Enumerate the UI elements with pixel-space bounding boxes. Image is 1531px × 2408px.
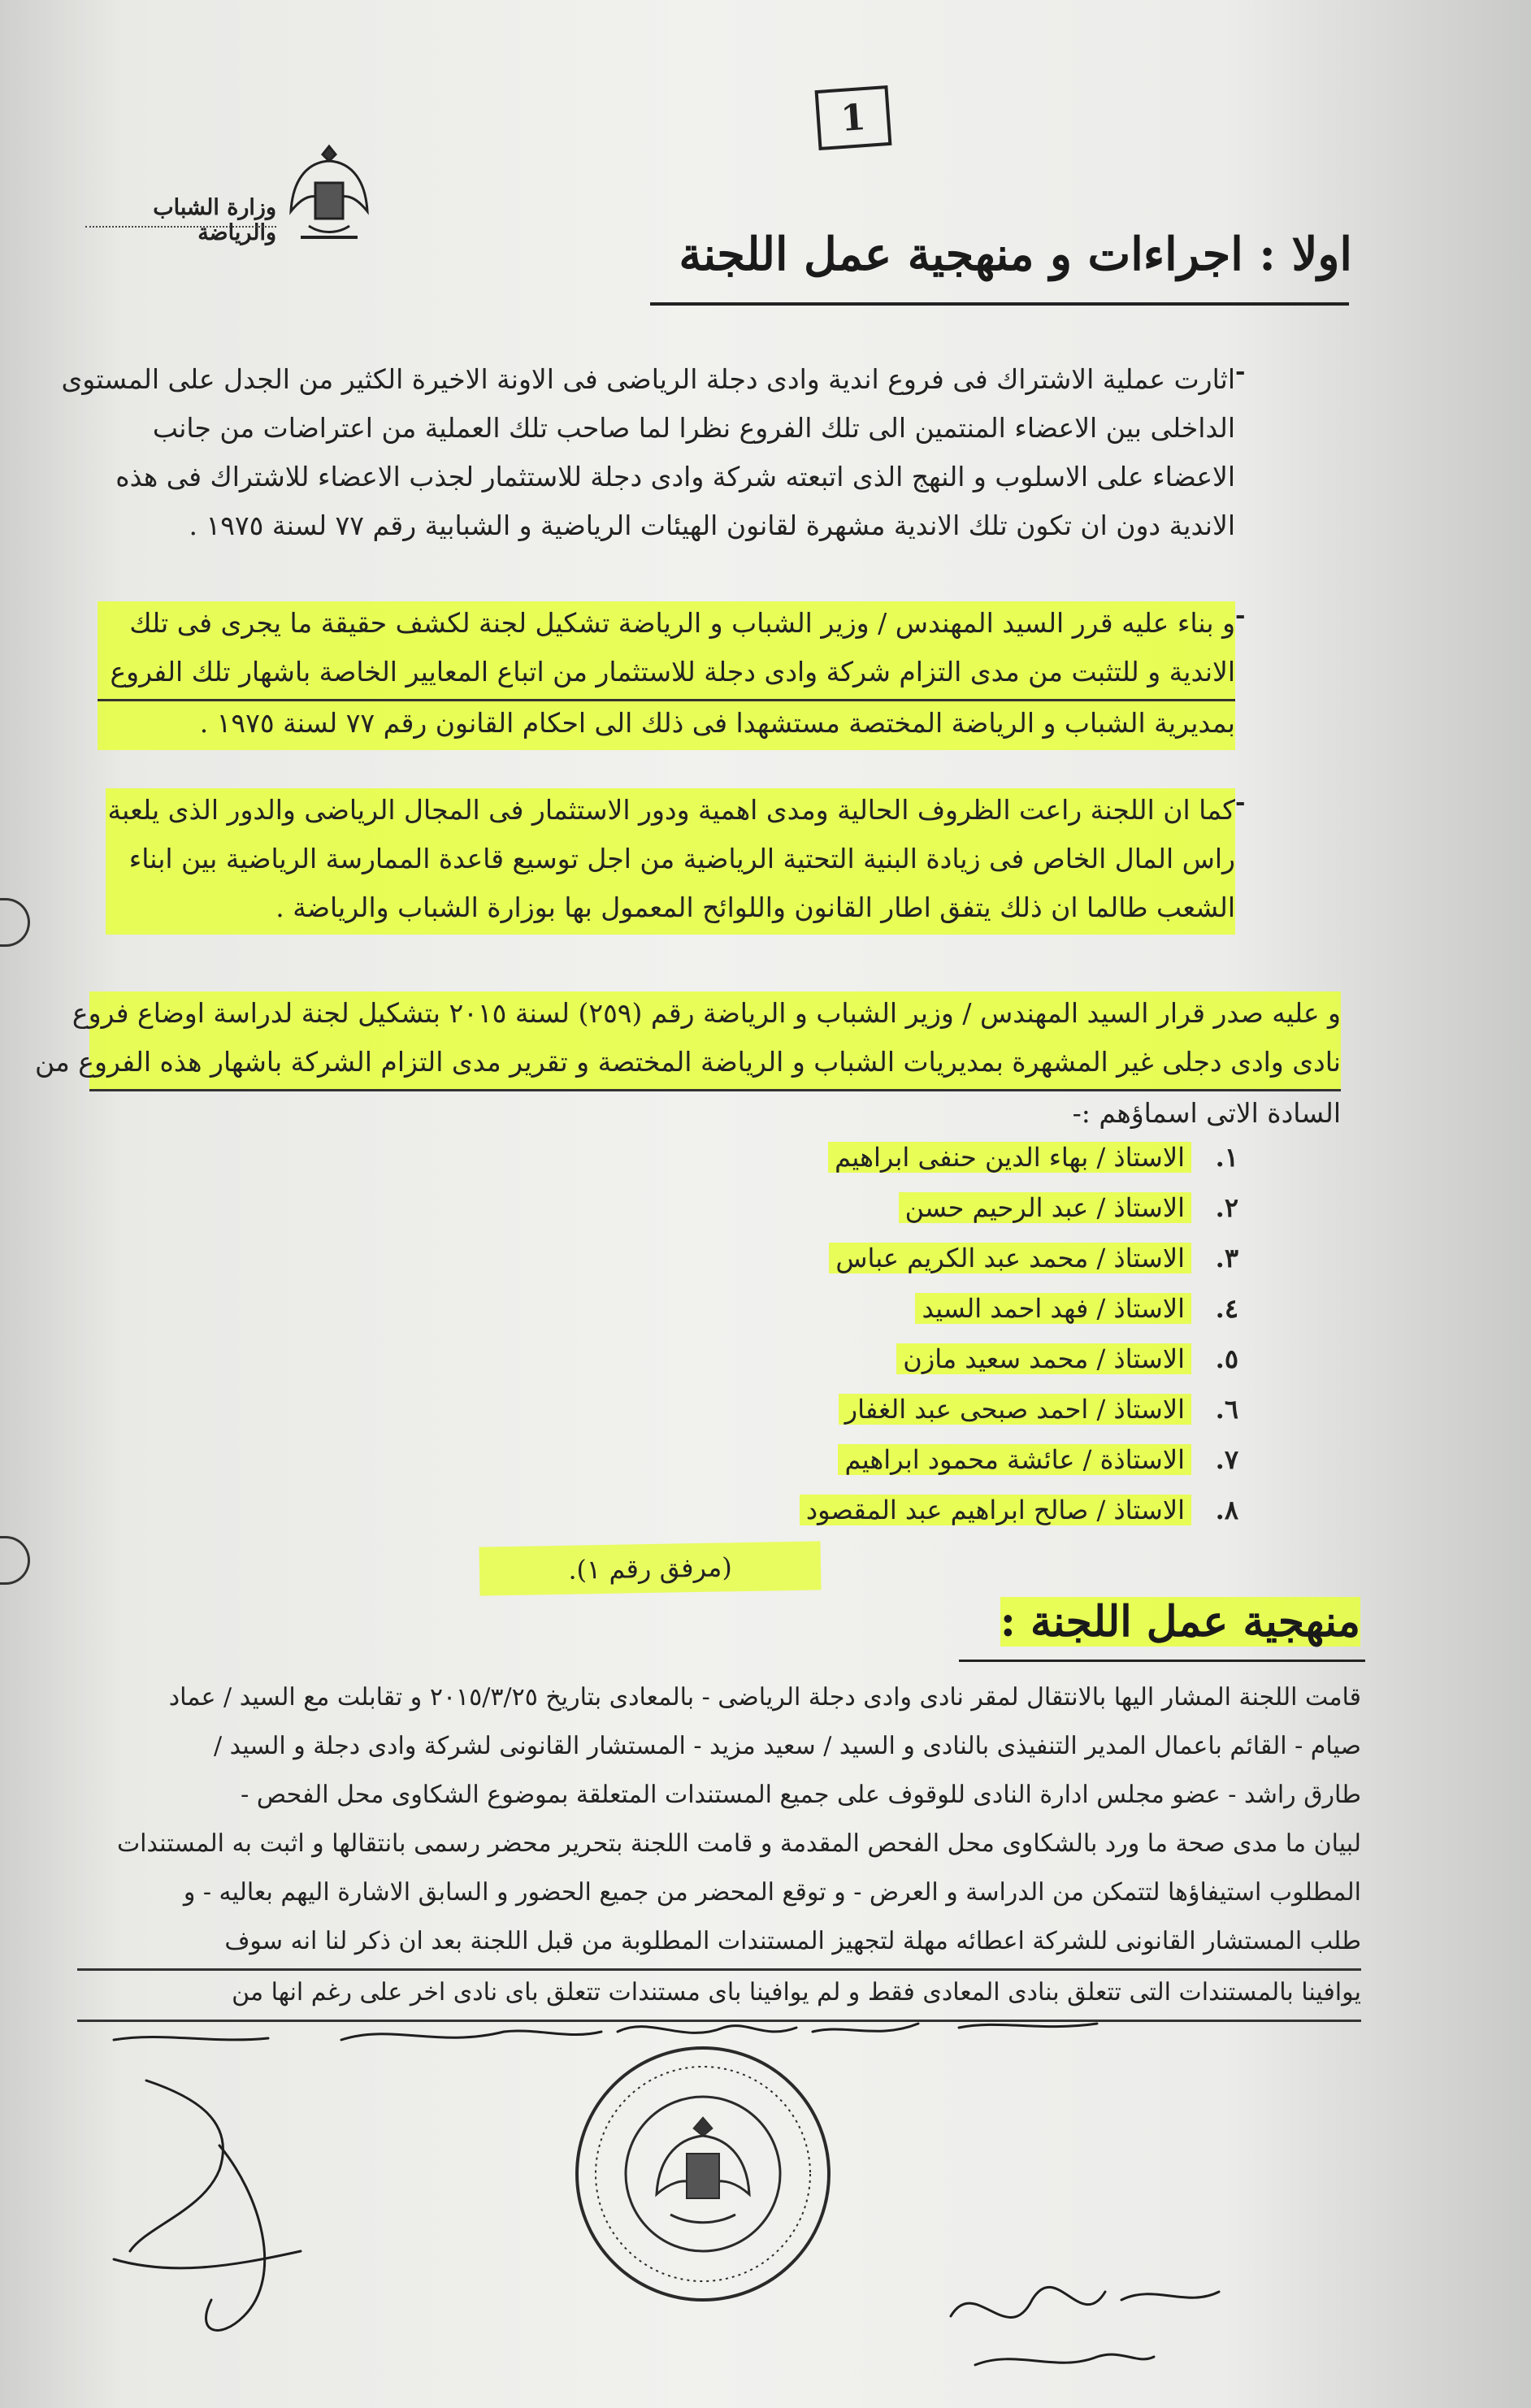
member-name: الاستاذ / عبد الرحيم حسن <box>899 1192 1191 1223</box>
paragraph-2 <box>98 601 1235 750</box>
section-title-procedures: اولا : اجراءات و منهجية عمل اللجنة <box>679 228 1352 281</box>
ministry-header <box>77 138 386 252</box>
paragraph-3 <box>106 788 1235 935</box>
paragraph-line: المطلوب استيفاؤها لتتمكن من الدراسة و العرض - و توقع المحضر من جميع الحضور و السابق الاشارة اليهم بعاليه - و <box>183 1878 1361 1907</box>
list-item <box>800 1486 1238 1537</box>
member-number: ٥. <box>1215 1343 1238 1374</box>
paragraph-line: بمديرية الشباب و الرياضة المختصة مستشهدا فى ذلك الى احكام القانون رقم ٧٧ لسنة ١٩٧٥ . <box>98 701 1235 750</box>
title-underline <box>650 302 1349 306</box>
member-name: الاستاذ / احمد صبحى عبد الغفار <box>839 1394 1191 1425</box>
ministry-name: وزارة الشباب والرياضة <box>153 195 276 245</box>
paragraph-line: نادى وادى دجلى غير المشهرة بمديريات الشباب و الرياضة المختصة و تقرير مدى التزام الشركة باشهار هذه الفروع من <box>89 1040 1341 1091</box>
committee-members-list <box>800 1134 1238 1537</box>
paragraph-line: الشعب طالما ان ذلك يتفق اطار القانون واللوائح المعمول بها بوزارة الشباب والرياضة . <box>106 886 1235 935</box>
paragraph-line: لبيان ما مدى صحة ما ورد بالشكاوى محل الفحص المقدمة و قامت اللجنة بتحرير محضر رسمى بانتقالها و اثبت به المستندات <box>116 1829 1361 1858</box>
title-underline <box>959 1660 1365 1662</box>
paragraph-line: و بناء عليه قرر السيد المهندس / وزير الشباب و الرياضة تشكيل لجنة لكشف حقيقة ما يجرى فى تلك <box>98 601 1235 650</box>
member-number: ١. <box>1215 1142 1238 1173</box>
paragraph-1 <box>61 358 1235 553</box>
attachment-note: (مرفق رقم ١). <box>479 1541 822 1595</box>
member-name: الاستاذ / فهد احمد السيد <box>915 1293 1191 1324</box>
member-number: ٧. <box>1215 1444 1238 1475</box>
paragraph-line: طلب المستشار القانونى للشركة اعطائه مهلة لتجهيز المستندات المطلوبة من قبل اللجنة بعد ان ذكر لنا انه سوف <box>77 1920 1361 1971</box>
member-name: الاستاذ / محمد عبد الكريم عباس <box>829 1243 1191 1273</box>
member-number: ٨. <box>1215 1495 1238 1525</box>
paragraph-line: الاندية و للتثبت من مدى التزام شركة وادى دجلة للاستثمار من اتباع المعايير الخاصة باشهار تلك الفروع <box>98 650 1235 701</box>
paragraph-line: طارق راشد - عضو مجلس ادارة النادى للوقوف على جميع المستندات المتعلقة بموضوع الشكاوى محل الفحص - <box>241 1781 1361 1809</box>
section-title-methodology: منهجية عمل اللجنة : <box>1000 1597 1360 1647</box>
punch-hole <box>0 898 30 947</box>
paragraph-line: صيام - القائم باعمال المدير التنفيذى بالنادى و السيد / سعيد مزيد - المستشار القانونى لشركة وادى دجلة و السيد / <box>213 1732 1361 1760</box>
page-number: 1 <box>815 85 892 150</box>
paragraph-line: و عليه صدر قرار السيد المهندس / وزير الشباب و الرياضة رقم (٢٥٩) لسنة ٢٠١٥ بتشكيل لجنة لدراسة اوضاع فروع <box>89 991 1341 1040</box>
list-item <box>800 1134 1238 1184</box>
paragraph-decision <box>35 991 1341 1140</box>
official-stamp-icon <box>569 2040 837 2308</box>
bullet-marker: - <box>1235 788 1246 817</box>
member-name: الاستاذة / عائشة محمود ابراهيم <box>838 1444 1191 1475</box>
bullet-marker: - <box>1235 358 1246 386</box>
eagle-emblem-icon <box>284 138 374 252</box>
member-name: الاستاذ / صالح ابراهيم عبد المقصود <box>800 1495 1191 1525</box>
member-name: الاستاذ / محمد سعيد مازن <box>896 1343 1191 1374</box>
paragraph-line: يوافينا بالمستندات التى تتعلق بنادى المعادى فقط و لم يوافينا باى مستندات تتعلق باى نادى اخر على رغم انها من <box>77 1971 1361 2022</box>
member-number: ٣. <box>1215 1243 1238 1273</box>
member-number: ٦. <box>1215 1394 1238 1425</box>
list-item <box>800 1234 1238 1285</box>
ministry-subline <box>85 226 276 231</box>
list-item <box>800 1335 1238 1386</box>
paragraph-line: الداخلى بين الاعضاء المنتمين الى تلك الفروع نظرا لما صاحب تلك العملية من اعتراضات من جانب <box>152 412 1235 444</box>
member-number: ٤. <box>1215 1293 1238 1324</box>
member-number: ٢. <box>1215 1192 1238 1223</box>
methodology-paragraph <box>77 1676 1361 2022</box>
list-item <box>800 1386 1238 1436</box>
member-name: الاستاذ / بهاء الدين حنفى ابراهيم <box>828 1142 1191 1173</box>
paragraph-line: الاندية دون ان تكون تلك الاندية مشهرة لقانون الهيئات الرياضية و الشبابية رقم ٧٧ لسنة ١٩٧٥ . <box>189 510 1235 541</box>
punch-hole <box>0 1536 30 1585</box>
paragraph-line: راس المال الخاص فى زيادة البنية التحتية الرياضية من اجل توسيع قاعدة الممارسة الرياضية بين ابناء <box>106 837 1235 886</box>
paragraph-line: اثارت عملية الاشتراك فى فروع اندية وادى دجلة الرياضى فى الاونة الاخيرة الكثير من الجدل على المستوى <box>61 363 1235 395</box>
list-item <box>800 1436 1238 1486</box>
bullet-marker: - <box>1235 601 1246 630</box>
paragraph-line: السادة الاتى اسماؤهم :- <box>1072 1097 1341 1129</box>
list-item <box>800 1285 1238 1335</box>
paragraph-line: قامت اللجنة المشار اليها بالانتقال لمقر نادى وادى دجلة الرياضى - بالمعادى بتاريخ ٢٠١٥/٣/٢٥ و تقابلت مع السيد / عماد <box>168 1683 1361 1712</box>
paragraph-line: كما ان اللجنة راعت الظروف الحالية ومدى اهمية ودور الاستثمار فى المجال الرياضى والدور الذى يلعبة <box>106 788 1235 837</box>
paragraph-line: الاعضاء على الاسلوب و النهج الذى اتبعته شركة وادى دجلة للاستثمار لجذب الاعضاء للاشتراك فى هذه <box>115 461 1235 492</box>
list-item <box>800 1184 1238 1234</box>
